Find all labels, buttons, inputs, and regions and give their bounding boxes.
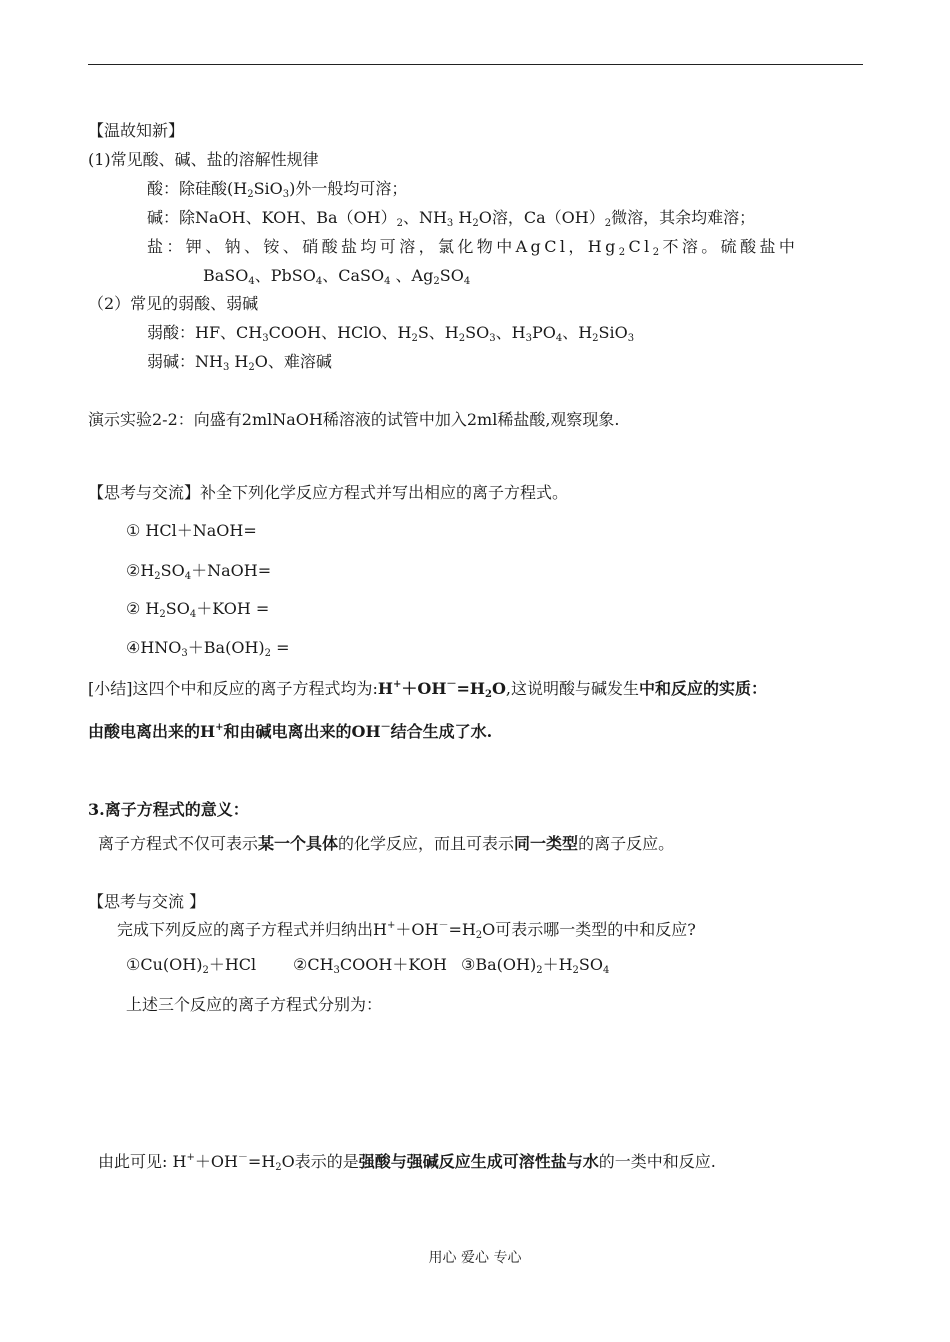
header-rule xyxy=(88,64,863,65)
summary-line-1: [小结]这四个中和反应的离子方程式均为$:H^++OH^-=H_2O$,这说明酸与碱发生中和反应的实质： xyxy=(88,679,768,700)
section3-paragraph: 离子方程式不仅可表示某一个具体的化学反应，而且可表示同一类型的离子反应。 xyxy=(98,834,675,853)
equation-4: $④HNO_3+Ba(OH)_2$ = xyxy=(126,638,290,659)
equation-2: $②H_2SO_4+NaOH=$ xyxy=(126,561,272,582)
equation-1: ① HCl＋NaOH= xyxy=(126,521,257,540)
reaction-3: $③Ba(OH)_2+H_2SO_4$ xyxy=(461,955,610,976)
weak-bases: 弱碱：$NH_3$ $H_2O$、难溶碱 xyxy=(147,352,332,373)
equation-3: ② $H_2SO_4+KOH$ = xyxy=(126,599,270,620)
reaction-2: $②CH_3COOH+KOH$ xyxy=(293,955,447,976)
conclusion: 由此可见: $H^++OH^-=H_2O$表示的是强酸与强碱反应生成可溶性盐与水的一类中和反应. xyxy=(98,1152,716,1173)
salt-rule: 盐：钾、钠、铵、硝酸盐均可溶，氯化物中AgCl，$Hg_2Cl_2$不溶。硫酸盐中 xyxy=(147,237,799,258)
demo-experiment: 演示实验2-2：向盛有2mlNaOH稀溶液的试管中加入2ml稀盐酸,观察现象. xyxy=(88,410,620,429)
think-heading-2: 【思考与交流 】 xyxy=(88,892,206,911)
answer-prompt: 上述三个反应的离子方程式分别为： xyxy=(126,995,383,1014)
summary-line-2: 由酸电离出来的H+和由碱电离出来的OH－结合生成了水. xyxy=(88,722,493,741)
base-rule: 碱：除NaOH、KOH、$Ba(OH)_2$、$NH_3$ $H_2O$溶，$Ca(OH)_2$微溶，其余均难溶； xyxy=(147,208,756,229)
solubility-title: (1)常见酸、碱、盐的溶解性规律 xyxy=(88,150,319,169)
weak-acids: 弱酸：HF、$CH_3COOH$、HClO、$H_2S$、$H_2SO_3$、$H_3PO_4$、$H_2SiO_3$ xyxy=(147,323,635,344)
acid-rule: 酸：除硅酸$(H_2SiO_3)$外一般均可溶； xyxy=(147,179,408,200)
page-footer: 用心 爱心 专心 xyxy=(428,1250,522,1266)
think-heading-1: 【思考与交流】补全下列化学反应方程式并写出相应的离子方程式。 xyxy=(88,483,569,502)
review-heading: 【温故知新】 xyxy=(88,121,185,140)
weak-title: （2）常见的弱酸、弱碱 xyxy=(88,294,259,313)
section3-title: 3.离子方程式的意义： xyxy=(88,800,249,819)
sulfate-salts: BaSO$_4$、PbSO$_4$、CaSO$_4$ 、$Ag_2SO_4$ xyxy=(203,266,471,287)
reaction-1: $①Cu(OH)_2+HCl$ xyxy=(126,955,257,976)
think-question: 完成下列反应的离子方程式并归纳出$H^++OH^-=H_2O$可表示哪一类型的中和反应? xyxy=(117,920,696,941)
